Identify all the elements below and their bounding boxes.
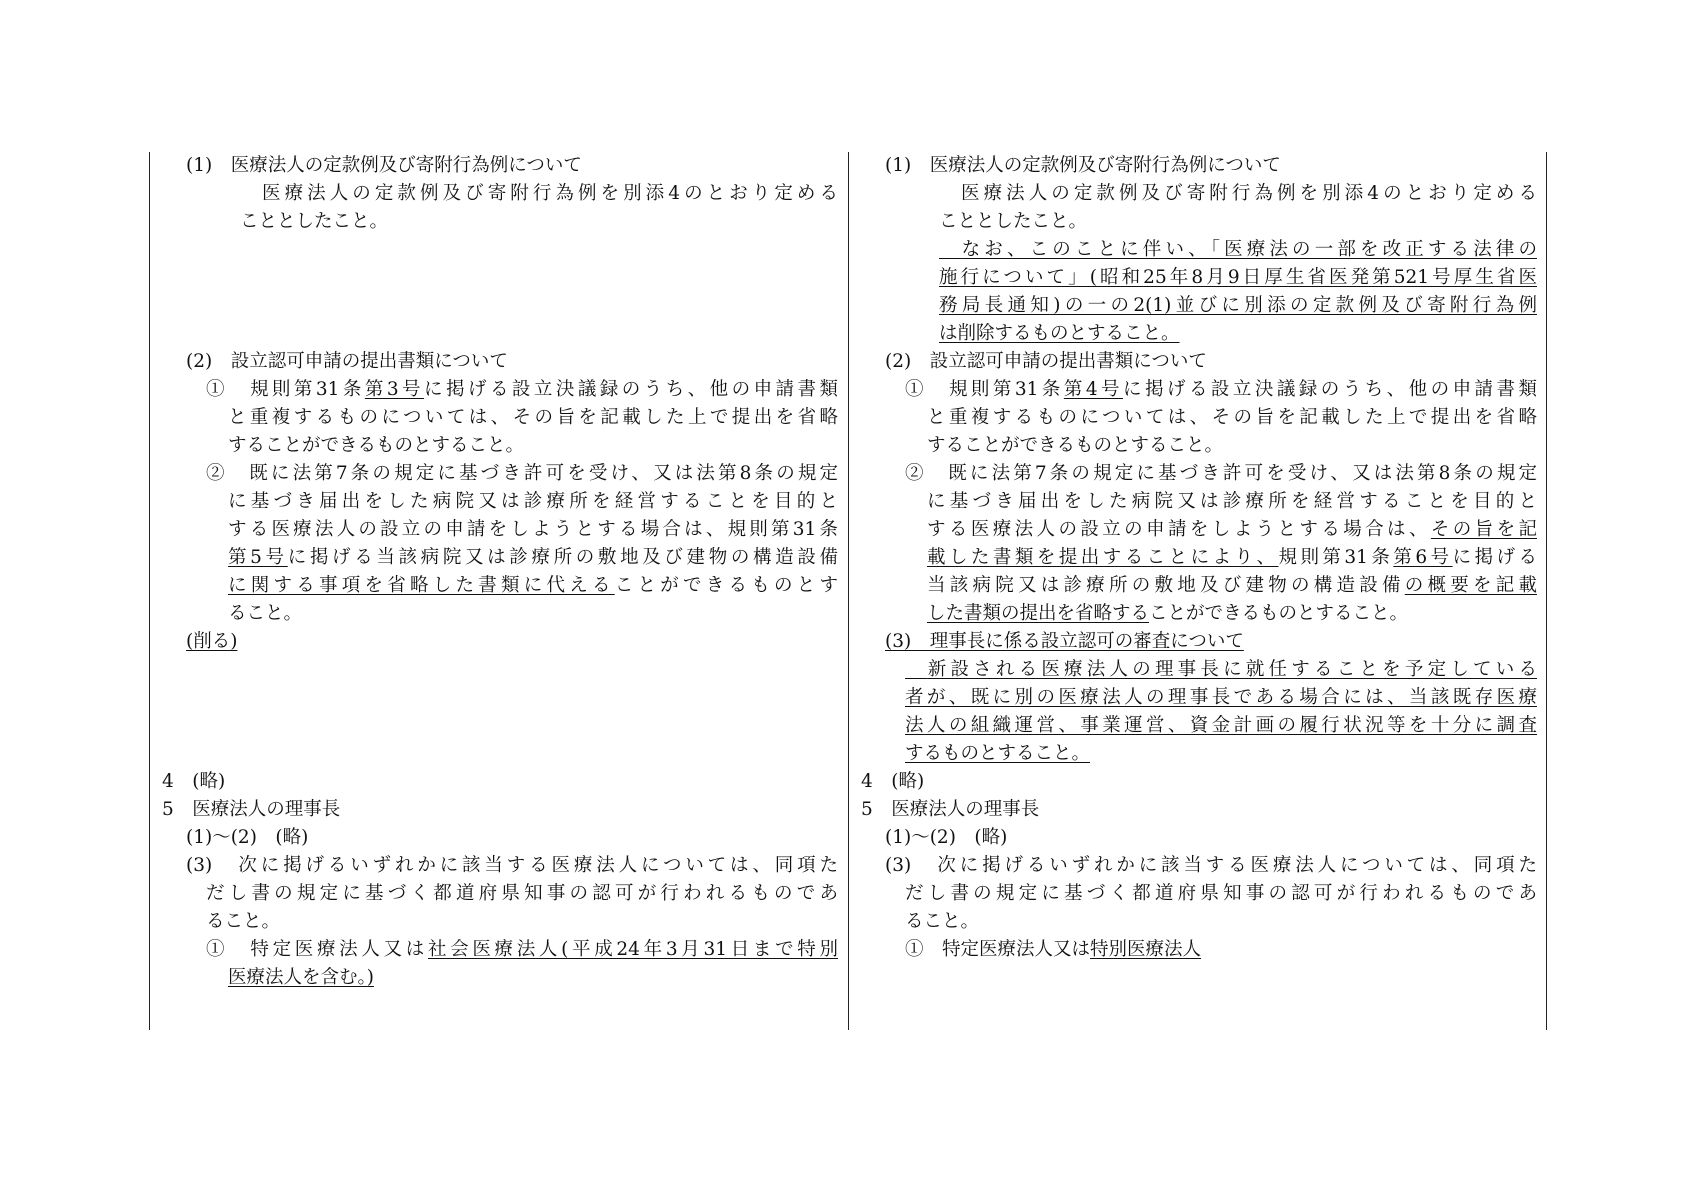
right-item1-note-l3: 務局長通知)の一の2(1)並びに別添の定款例及び寄附行為例 <box>939 295 1537 316</box>
right-item4: 4 (略) <box>861 771 925 792</box>
left-item4: 4 (略) <box>162 771 226 792</box>
left-item5-3-line3: ること。 <box>206 911 281 932</box>
left-item5-3-line1: (3) 次に掲げるいずれかに該当する医療法人については、同項た <box>186 855 838 876</box>
right-item5-3-1-line1: ① 特定医療法人又は特別医療法人 <box>905 939 1202 960</box>
left-item5-3-1-line1: ① 特定医療法人又は社会医療法人(平成24年3月31日まで特別 <box>206 939 838 960</box>
left-item1-heading: (1) 医療法人の定款例及び寄附行為例について <box>186 155 582 176</box>
left-item2-2-line1: ② 既に法第7条の規定に基づき許可を受け、又は法第8条の規定 <box>206 463 838 484</box>
left-item2-2-line3: する医療法人の設立の申請をしようとする場合は、規則第31条 <box>228 519 838 540</box>
right-item5-3-line2: だし書の規定に基づく都道府県知事の認可が行われるものであ <box>905 883 1537 904</box>
right-item5-3-line3: ること。 <box>905 911 980 932</box>
right-item2-2-line4: 載した書類を提出することにより、規則第31条第6号に掲げる <box>927 547 1537 568</box>
right-item1-heading: (1) 医療法人の定款例及び寄附行為例について <box>885 155 1281 176</box>
left-item1-text-l1: 医療法人の定款例及び寄附行為例を別添4のとおり定める <box>262 183 838 204</box>
right-item1-text-l1: 医療法人の定款例及び寄附行為例を別添4のとおり定める <box>961 183 1537 204</box>
right-column <box>849 152 1547 1030</box>
right-item3-line2: 者が、既に別の医療法人の理事長である場合には、当該既存医療 <box>905 687 1537 708</box>
right-item2-2-line6: した書類の提出を省略することができるものとすること。 <box>927 603 1409 624</box>
right-item2-1-line3: することができるものとすること。 <box>927 435 1224 456</box>
right-item3-heading: (3) 理事長に係る設立認可の審査について <box>885 631 1244 652</box>
left-item2-2-line5: に関する事項を省略した書類に代えることができるものとす <box>228 575 838 596</box>
right-item5-1-2: (1)～(2) (略) <box>885 827 1008 848</box>
right-item2-2-line2: に基づき届出をした病院又は診療所を経営することを目的と <box>927 491 1537 512</box>
left-item5-heading: 5 医療法人の理事長 <box>162 799 341 820</box>
right-item5-3-line1: (3) 次に掲げるいずれかに該当する医療法人については、同項た <box>885 855 1537 876</box>
left-item2-1-line1: ① 規則第31条第3号に掲げる設立決議録のうち、他の申請書類 <box>206 379 838 400</box>
right-item1-text-l2: こととしたこと。 <box>939 211 1088 232</box>
left-item5-3-1-line2: 医療法人を含む。) <box>228 967 374 988</box>
right-item2-2-line1: ② 既に法第7条の規定に基づき許可を受け、又は法第8条の規定 <box>905 463 1537 484</box>
right-item3-line1: 新設される医療法人の理事長に就任することを予定している <box>927 659 1537 680</box>
left-item2-heading: (2) 設立認可申請の提出書類について <box>186 351 508 372</box>
left-column <box>149 152 849 1030</box>
left-item1-text-l2: こととしたこと。 <box>240 211 389 232</box>
right-item2-heading: (2) 設立認可申請の提出書類について <box>885 351 1207 372</box>
right-item5-heading: 5 医療法人の理事長 <box>861 799 1040 820</box>
right-item1-note-l1: なお、このことに伴い、「医療法の一部を改正する法律の <box>961 239 1537 260</box>
left-item2-2-line2: に基づき届出をした病院又は診療所を経営することを目的と <box>228 491 838 512</box>
left-item5-1-2: (1)～(2) (略) <box>186 827 309 848</box>
right-item2-2-line3: する医療法人の設立の申請をしようとする場合は、その旨を記 <box>927 519 1537 540</box>
left-deleted-marker: (削る) <box>186 631 238 652</box>
right-item1-note-l2: 施行について」(昭和25年8月9日厚生省医発第521号厚生省医 <box>939 267 1537 288</box>
right-item1-note-l4: は削除するものとすること。 <box>939 323 1180 344</box>
left-item5-3-line2: だし書の規定に基づく都道府県知事の認可が行われるものであ <box>206 883 838 904</box>
right-item2-1-line2: と重複するものについては、その旨を記載した上で提出を省略 <box>927 407 1537 428</box>
right-item2-1-line1: ① 規則第31条第4号に掲げる設立決議録のうち、他の申請書類 <box>905 379 1537 400</box>
left-item2-1-line2: と重複するものについては、その旨を記載した上で提出を省略 <box>228 407 838 428</box>
left-item2-2-line6: ること。 <box>228 603 303 624</box>
right-item2-2-line5: 当該病院又は診療所の敷地及び建物の構造設備の概要を記載 <box>927 575 1537 596</box>
right-item3-line3: 法人の組織運営、事業運営、資金計画の履行状況等を十分に調査 <box>905 715 1537 736</box>
left-item2-2-line4: 第5号に掲げる当該病院又は診療所の敷地及び建物の構造設備 <box>228 547 838 568</box>
right-item3-line4: するものとすること。 <box>905 743 1091 764</box>
left-item2-1-line3: することができるものとすること。 <box>228 435 525 456</box>
